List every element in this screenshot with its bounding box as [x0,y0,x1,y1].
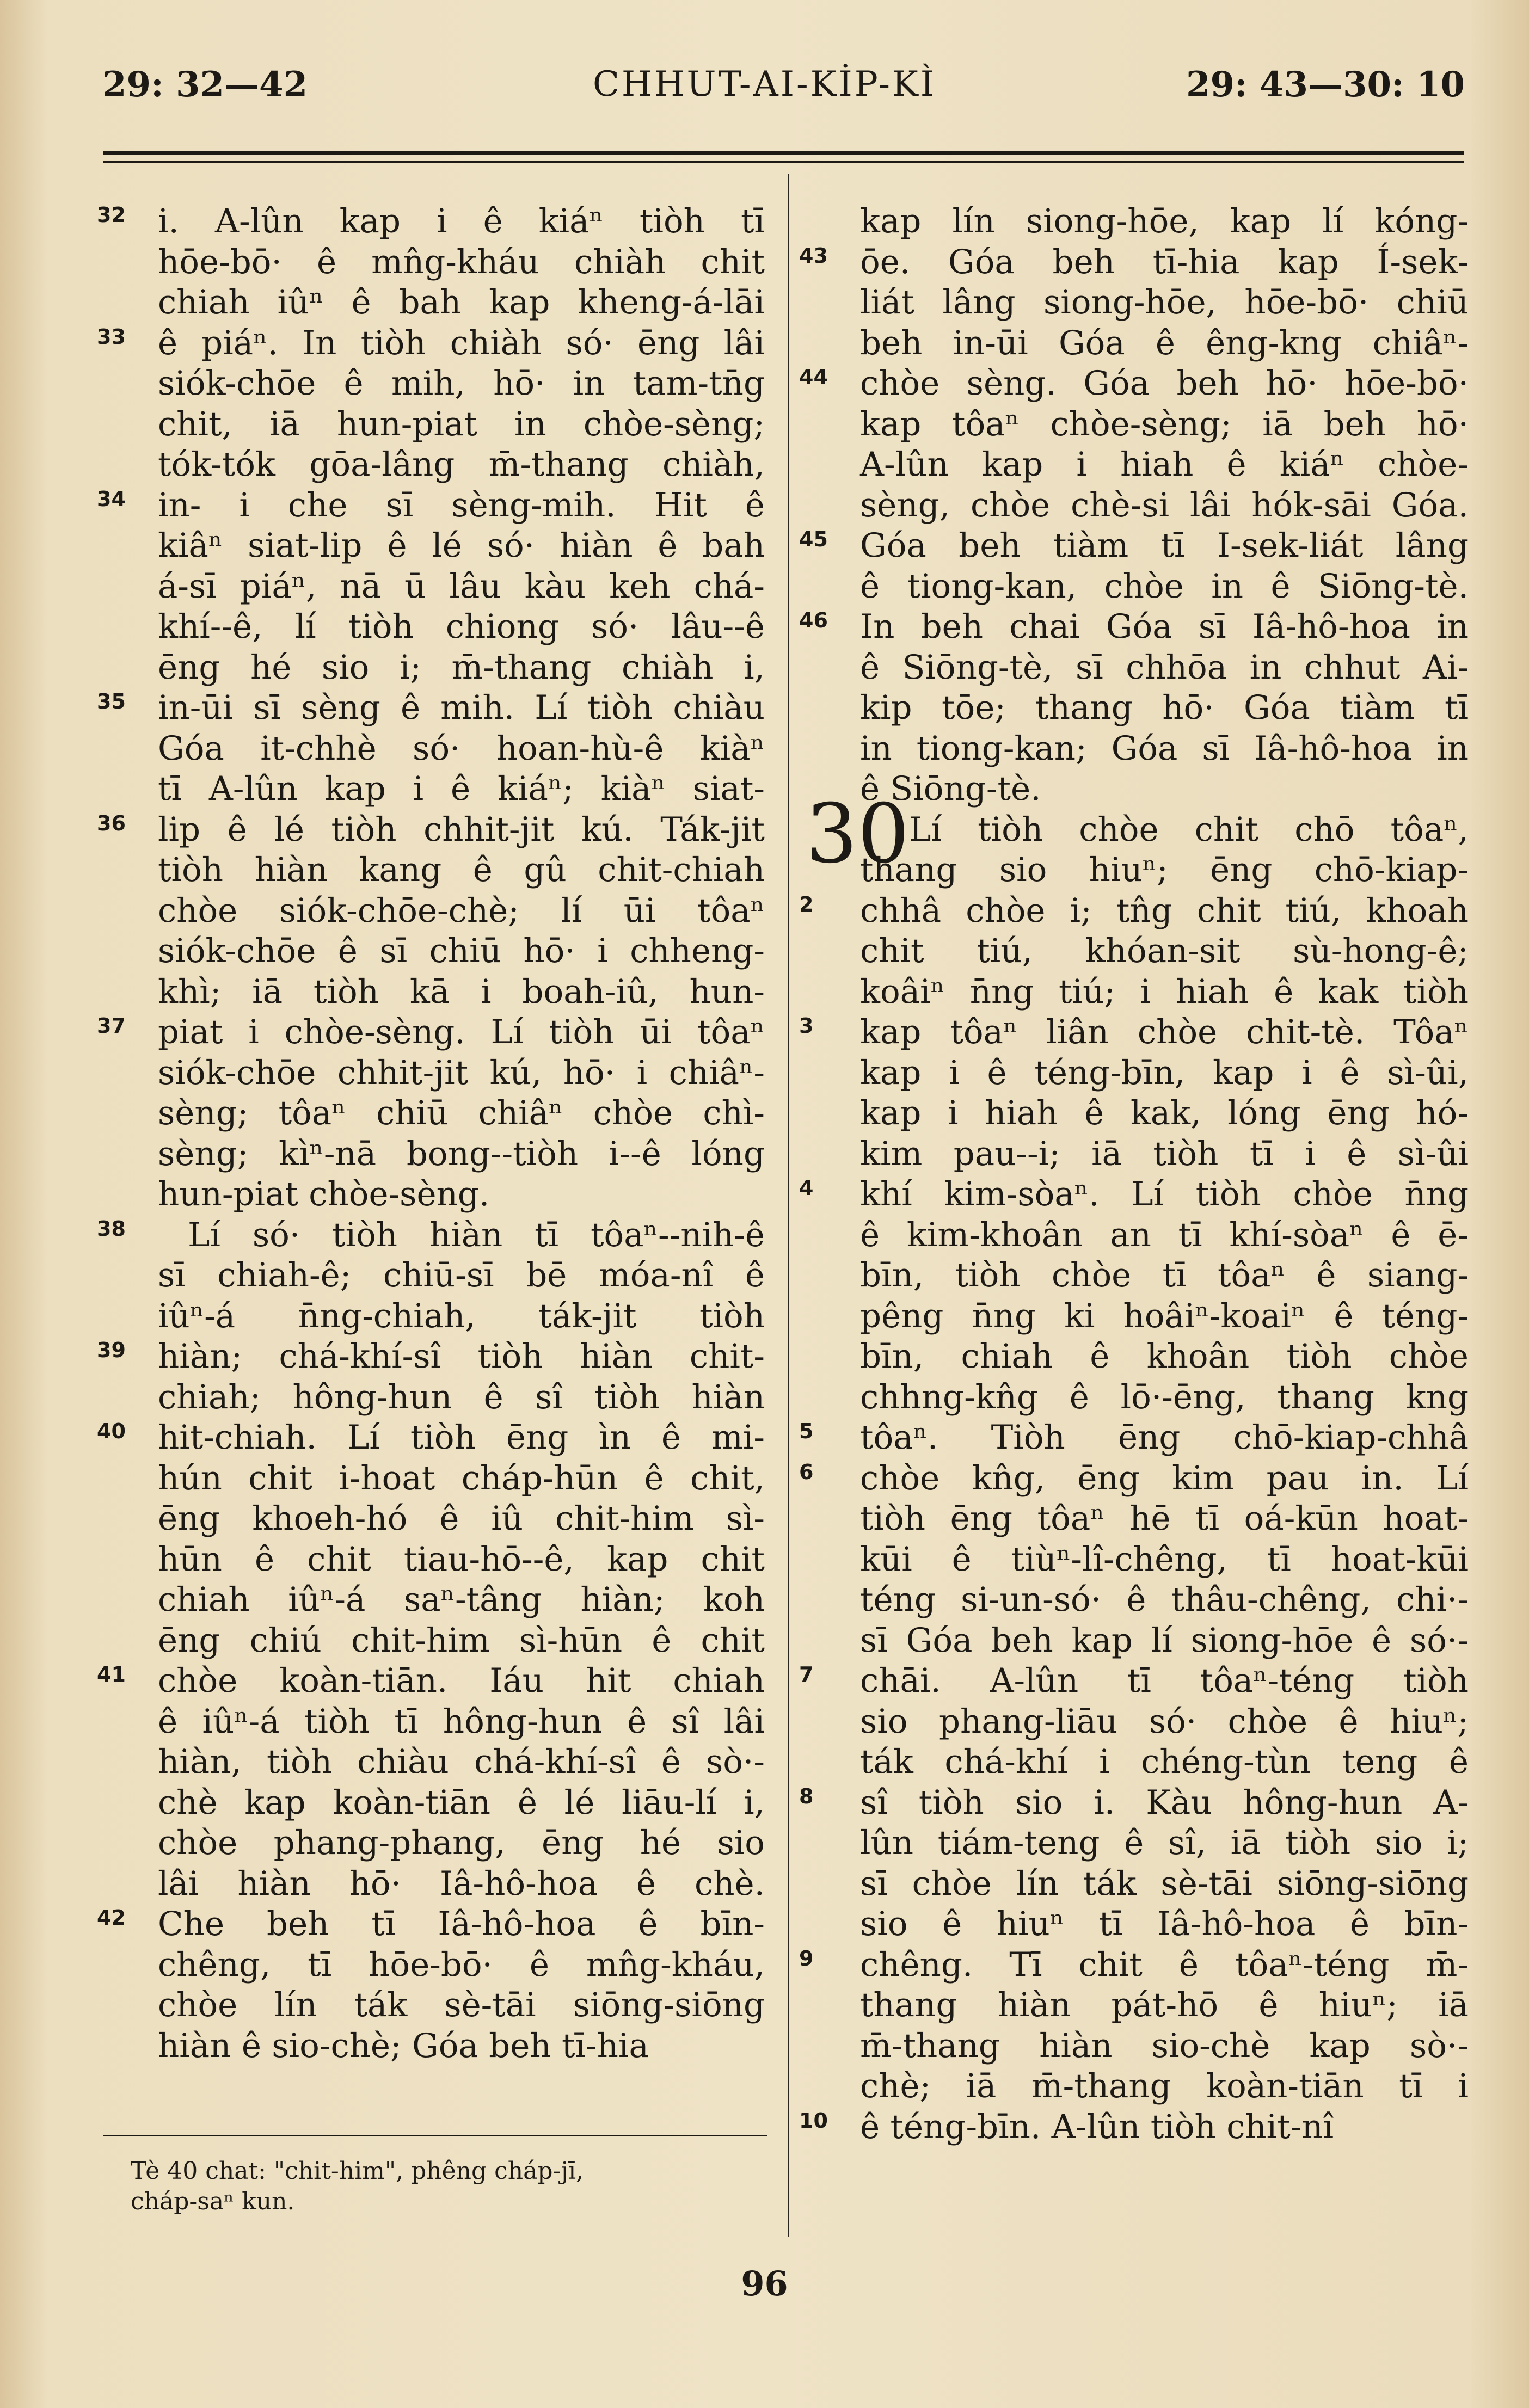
verse-number: 43 [799,243,828,268]
header-verse-range-right: 29: 43—30: 10 [1186,64,1465,105]
line-text: siók-chōe ê sī chiū hō· i chheng- [158,932,765,970]
text-line [799,242,1469,283]
verse-number: 35 [97,689,126,713]
text-line [158,891,765,932]
line-text: kip tōe; thang hō· Góa tiàm tī [860,688,1469,727]
text-line [860,1337,1469,1377]
line-text: chiah iûⁿ-á saⁿ-tâng hiàn; koh [158,1580,765,1619]
line-text: ēng khoeh-hó ê iû chit-him sì- [158,1499,765,1538]
text-line [97,1012,765,1053]
text-line [860,1499,1469,1539]
text-line [860,1904,1469,1945]
line-text: kiâⁿ siat-lip ê lé só· hiàn ê bah [158,526,765,565]
text-line [799,1458,1469,1499]
verse-number: 45 [799,527,828,551]
line-text: Che beh tī Iâ-hô-hoa ê bīn- [158,1905,765,1943]
text-line [158,526,765,566]
line-text: siók-chōe chhit-jit kú, hō· i chiâⁿ- [158,1053,765,1092]
text-line [860,729,1469,769]
text-line [158,769,765,810]
line-text: Lí só· tiòh hiàn tī tôaⁿ--nih-ê [188,1215,765,1254]
text-line [860,648,1469,688]
text-line [799,1783,1469,1824]
footnote-line: cháp-saⁿ kun. [131,2188,295,2215]
line-text: chòe sèng. Góa beh hō· hōe-bō· [860,364,1469,403]
verse-number: 42 [97,1906,126,1930]
line-text: Góa beh tiàm tī I-sek-liát lâng [860,526,1469,565]
line-text: ê piáⁿ. In tiòh chiàh só· ēng lâi [158,323,765,362]
verse-number: 44 [799,365,828,389]
text-line [799,607,1469,648]
text-line [158,364,765,404]
line-text: hún chit i-hoat cháp-hūn ê chit, [158,1458,765,1498]
line-text: chè kap koàn-tiān ê lé liāu-lí i, [158,1783,765,1822]
text-line [158,1621,765,1661]
text-line [158,972,765,1013]
text-line [860,445,1469,485]
line-text: téng si-un-só· ê thâu-chêng, chi·- [860,1580,1469,1619]
line-text: chiah iûⁿ ê bah kap kheng-á-lāi [158,283,765,322]
text-line [799,364,1469,404]
text-line [158,1174,765,1215]
footnote-rule [103,2135,767,2136]
line-text: sî tiòh sio i. Kàu hông-hun A- [860,1783,1469,1822]
text-line [97,485,765,526]
line-text: khí--ê, lí tiòh chiong só· lâu--ê [158,607,765,646]
line-text: chêng. Tī chit ê tôaⁿ-téng m̄- [860,1945,1469,1984]
line-text: in- i che sī sèng-mih. Hit ê [158,485,765,525]
text-line [860,566,1469,607]
line-text: hit-chiah. Lí tiòh ēng ìn ê mi- [158,1418,765,1457]
text-line [158,242,765,283]
text-line [799,1174,1469,1215]
running-header [0,64,1529,119]
text-line [860,2026,1469,2067]
line-text: m̄-thang hiàn sio-chè kap sò·- [860,2026,1469,2065]
text-line [97,201,765,242]
text-line [158,1134,765,1175]
line-text: kap i ê téng-bīn, kap i ê sì-ûi, [860,1053,1469,1092]
text-line [158,1053,765,1094]
verse-number: 10 [799,2108,828,2133]
line-text: In beh chai Góa sī Iâ-hô-hoa in [860,607,1469,646]
text-line [799,1012,1469,1053]
line-text: chiah; hông-hun ê sî tiòh hiàn [158,1377,765,1417]
line-text: sī Góa beh kap lí siong-hōe ê só·- [860,1621,1469,1660]
line-text: iûⁿ-á n̄ng-chiah, ták-jit tiòh [158,1296,765,1335]
verse-number: 37 [97,1014,126,1038]
left-text-column [97,201,765,2066]
text-line [860,1377,1469,1418]
line-text: A-lûn kap i hiah ê kiáⁿ chòe- [860,445,1469,484]
footnote [131,2156,773,2217]
text-line [158,931,765,972]
text-line [158,445,765,485]
header-book-title: CHHUT-AI-KİP-KÌ [592,64,937,104]
text-line [158,1702,765,1742]
line-text: ēng hé sio i; m̄-thang chiàh i, [158,648,765,687]
text-line [97,1337,765,1377]
line-text: lûn tiám-teng ê sî, iā tiòh sio i; [860,1824,1469,1862]
line-text: pêng n̄ng ki hoâiⁿ-koaiⁿ ê téng- [860,1296,1469,1335]
line-text: kap lín siong-hōe, kap lí kóng- [860,202,1469,241]
text-line [158,282,765,323]
line-text: siók-chōe ê mih, hō· in tam-tn̄g [158,364,765,403]
verse-number: 39 [97,1338,126,1362]
text-line [158,1864,765,1905]
line-text: in-ūi sī sèng ê mih. Lí tiòh chiàu [158,688,765,727]
text-line [97,1418,765,1458]
line-text: hiàn ê sio-chè; Góa beh tī-hia [158,2026,649,2065]
line-text: chit tiú, khóan-sit sù-hong-ê; [860,932,1469,970]
text-line [97,323,765,364]
text-line [860,1539,1469,1580]
line-text: sī chiah-ê; chiū-sī bē móa-nî ê [158,1256,765,1295]
text-line [860,201,1469,242]
verse-number: 40 [97,1419,126,1443]
line-text: ták chá-khí i chéng-tùn teng ê [860,1742,1469,1781]
text-line [799,1945,1469,1986]
line-text: tī A-lûn kap i ê kiáⁿ; kiàⁿ siat- [158,769,765,808]
line-text: sio ê hiuⁿ tī Iâ-hô-hoa ê bīn- [860,1905,1469,1943]
line-text: chè; iā m̄-thang koàn-tiān tī i [860,2067,1469,2105]
line-text: liát lâng siong-hōe, hōe-bō· chiū [860,283,1469,322]
line-text: thang sio hiuⁿ; ēng chō-kiap- [860,851,1469,889]
line-text: ōe. Góa beh tī-hia kap Í-sek- [860,242,1469,281]
text-line [860,850,1469,891]
line-text: kūi ê tiùⁿ-lî-chêng, tī hoat-kūi [860,1539,1469,1579]
text-line [860,688,1469,729]
text-line [158,2026,765,2067]
verse-number: 41 [97,1662,126,1686]
line-text: chāi. A-lûn tī tôaⁿ-téng tiòh [860,1661,1469,1700]
line-text: ê tiong-kan, chòe in ê Siōng-tè. [860,566,1469,606]
text-line [860,2066,1469,2107]
verse-number: 4 [799,1176,814,1200]
verse-number: 9 [799,1946,814,1970]
text-line [158,1499,765,1539]
chapter-number: 30 [806,786,910,882]
line-text: tiòh ēng tôaⁿ hē tī oá-kūn hoat- [860,1499,1469,1538]
verse-number: 34 [97,486,126,511]
verse-number: 3 [799,1014,814,1038]
text-line [860,323,1469,364]
text-line [860,404,1469,445]
text-line [860,1296,1469,1337]
text-line [158,404,765,445]
verse-number: 7 [799,1662,814,1686]
right-text-column [799,201,1469,2147]
line-text: piat i chòe-sèng. Lí tiòh ūi tôaⁿ [158,1013,765,1051]
text-line [860,769,1469,810]
text-line [97,1215,765,1256]
text-line [158,1783,765,1824]
text-line [158,1945,765,1986]
text-line [860,1093,1469,1134]
text-line [860,1864,1469,1905]
text-line [860,1823,1469,1864]
text-line [158,1985,765,2026]
line-text: bīn, chiah ê khoân tiòh chòe [860,1337,1469,1376]
text-line [158,648,765,688]
line-text: koâiⁿ n̄ng tiú; i hiah ê kak tiòh [860,972,1469,1011]
text-line [860,1134,1469,1175]
verse-number: 2 [799,892,814,916]
line-text: Góa it-chhè só· hoan-hù-ê kiàⁿ [158,729,765,768]
text-line [860,1742,1469,1783]
line-text: lip ê lé tiòh chhit-jit kú. Ták-jit [158,810,765,849]
line-text: ēng chiú chit-him sì-hūn ê chit [158,1621,765,1660]
text-line [860,1702,1469,1742]
line-text: kap i hiah ê kak, lóng ēng hó- [860,1094,1469,1132]
page-number: 96 [741,2264,788,2304]
line-text: chit, iā hun-piat in chòe-sèng; [158,404,765,444]
text-line [158,1255,765,1296]
line-text: sèng; kìⁿ-nā bong--tiòh i--ê lóng [158,1134,765,1173]
verse-number: 38 [97,1216,126,1241]
line-text: beh in-ūi Góa ê êng-kng chiâⁿ- [860,323,1469,362]
text-line [158,1377,765,1418]
line-text: chòe phang-phang, ēng hé sio [158,1824,765,1862]
line-text: tók-tók gōa-lâng m̄-thang chiàh, [158,445,765,484]
text-line [158,1296,765,1337]
line-text: kim pau--i; iā tiòh tī i ê sì-ûi [860,1134,1469,1173]
text-line [158,1823,765,1864]
header-rule-thin [103,161,1464,163]
text-line [860,1255,1469,1296]
line-text: sī chòe lín ták sè-tāi siōng-siōng [860,1864,1469,1903]
verse-number: 6 [799,1459,814,1484]
verse-number: 5 [799,1419,814,1443]
verse-number: 36 [97,811,126,835]
header-rule-thick [103,151,1464,155]
line-text: tiòh hiàn kang ê gû chit-chiah [158,851,765,889]
text-line [860,485,1469,526]
text-line [97,1661,765,1702]
line-text: khì; iā tiòh kā i boah-iû, hun- [158,972,765,1011]
text-line [158,850,765,891]
line-text: ê kim-khoân an tī khí-sòaⁿ ê ē- [860,1215,1469,1254]
text-line [799,526,1469,566]
line-text: khí kim-sòaⁿ. Lí tiòh chòe n̄ng [860,1175,1469,1214]
text-line [860,1621,1469,1661]
line-text: chòe koàn-tiān. Iáu hit chiah [158,1661,765,1700]
text-line [799,2107,1469,2148]
line-text: sèng, chòe chè-si lâi hók-sāi Góa. [860,485,1469,525]
line-text: chòe siók-chōe-chè; lí ūi tôaⁿ [158,891,765,930]
line-text: ê iûⁿ-á tiòh tī hông-hun ê sî lâi [158,1702,765,1741]
text-line [860,1985,1469,2026]
text-line [860,282,1469,323]
text-line [158,1093,765,1134]
line-text: ê téng-bīn. A-lûn tiòh chit-nî [860,2107,1334,2146]
line-text: hōe-bō· ê mn̂g-kháu chiàh chit [158,242,765,281]
line-text: in tiong-kan; Góa sī Iâ-hô-hoa in [860,729,1469,768]
text-line [158,1580,765,1621]
line-text: chêng, tī hōe-bō· ê mn̂g-kháu, [158,1945,765,1984]
footnote-line: Tè 40 chat: "chit-him", phêng cháp-jī, [131,2157,584,2185]
line-text: bīn, tiòh chòe tī tôaⁿ ê siang- [860,1256,1469,1295]
text-line [97,1904,765,1945]
text-line [158,1458,765,1499]
line-text: chòe kn̂g, ēng kim pau in. Lí [860,1458,1469,1498]
line-text: hun-piat chòe-sèng. [158,1175,490,1214]
text-line [799,1418,1469,1458]
verse-number: 46 [799,608,828,632]
line-text: Lí tiòh chòe chit chō tôaⁿ, [909,810,1469,849]
line-text: lâi hiàn hō· Iâ-hô-hoa ê chè. [158,1864,765,1903]
line-text: hiàn, tiòh chiàu chá-khí-sî ê sò·- [158,1742,765,1781]
text-line [158,1539,765,1580]
line-text: chhâ chòe i; tn̂g chit tiú, khoah [860,891,1469,930]
line-text: ê Siōng-tè, sī chhōa in chhut Ai- [860,648,1469,687]
line-text: i. A-lûn kap i ê kiáⁿ tiòh tī [158,202,765,241]
line-text: thang hiàn pát-hō ê hiuⁿ; iā [860,1986,1469,2024]
text-line [158,729,765,769]
line-text: chhng-kn̂g ê lō·-ēng, thang kng [860,1377,1469,1417]
text-line [158,566,765,607]
text-line [799,1661,1469,1702]
text-line [158,1742,765,1783]
text-line [860,931,1469,972]
verse-number: 32 [97,203,126,227]
line-text: tôaⁿ. Tiòh ēng chō-kiap-chhâ [860,1418,1469,1457]
header-verse-range-left: 29: 32—42 [102,64,308,105]
line-text: ê Siōng-tè. [860,769,1041,808]
text-line [97,810,765,851]
text-line [860,1580,1469,1621]
text-line [799,891,1469,932]
line-text: kap tôaⁿ liân chòe chit-tè. Tôaⁿ [860,1013,1469,1051]
line-text: hūn ê chit tiau-hō--ê, kap chit [158,1539,765,1579]
column-divider [788,174,789,2237]
text-line [158,607,765,648]
line-text: á-sī piáⁿ, nā ū lâu kàu keh chá- [158,566,765,606]
text-line [860,1215,1469,1256]
line-text: sio phang-liāu só· chòe ê hiuⁿ; [860,1702,1469,1741]
verse-number: 8 [799,1784,814,1808]
line-text: chòe lín ták sè-tāi siōng-siōng [158,1986,765,2024]
text-line [860,1053,1469,1094]
line-text: kap tôaⁿ chòe-sèng; iā beh hō· [860,404,1469,444]
text-line [97,688,765,729]
line-text: hiàn; chá-khí-sî tiòh hiàn chit- [158,1337,765,1376]
verse-number: 33 [97,324,126,349]
text-line [860,972,1469,1013]
line-text: sèng; tôaⁿ chiū chiâⁿ chòe chì- [158,1094,765,1132]
